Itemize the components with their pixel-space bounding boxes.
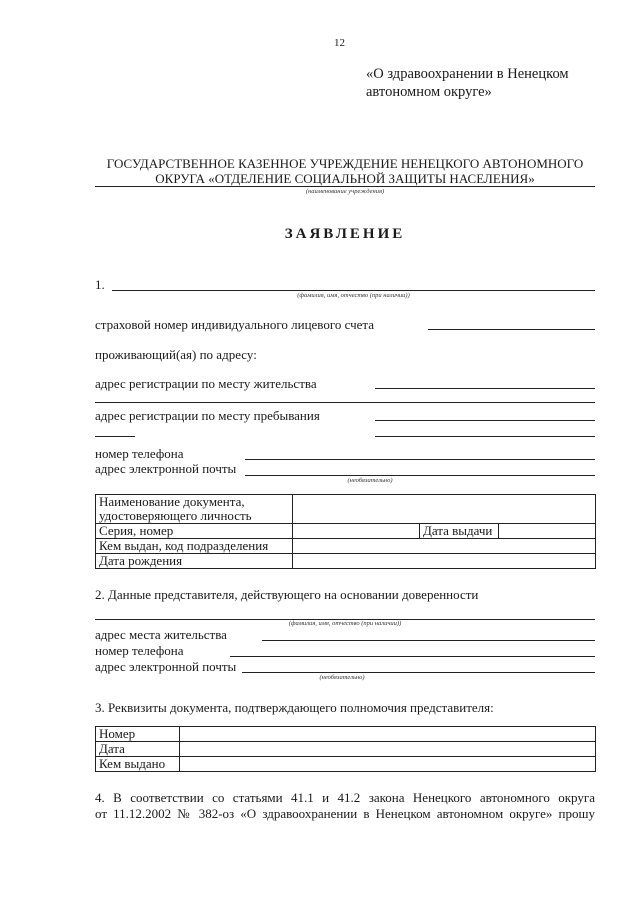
- rep-phone-field[interactable]: [230, 656, 595, 657]
- document-title: ЗАЯВЛЕНИЕ: [284, 226, 406, 242]
- reg-stay-label: адрес регистрации по месту пребывания: [95, 408, 320, 423]
- authority-number-value[interactable]: [180, 727, 596, 742]
- representative-name-caption: (фамилия, имя, отчество (при наличии)): [288, 620, 402, 627]
- authority-date-label: Дата: [96, 742, 180, 757]
- applicant-name-caption: (фамилия, имя, отчество (при наличии)): [297, 292, 410, 299]
- authority-date-value[interactable]: [180, 742, 596, 757]
- reg-stay-field-2[interactable]: [95, 436, 135, 437]
- page-number: 12: [334, 37, 345, 49]
- reg-stay-field-3[interactable]: [375, 436, 595, 437]
- authority-issued-by-value[interactable]: [180, 757, 596, 772]
- issued-by-label: Кем выдан, код подразделения: [96, 539, 293, 554]
- rep-email-label: адрес электронной почты: [95, 659, 237, 674]
- clause-4-line1: 4. В соответствии со статьями 41.1 и 41.2 закона Ненецкого автономного округа: [95, 790, 595, 805]
- institution-name-line2: ОКРУГА «ОТДЕЛЕНИЕ СОЦИАЛЬНОЙ ЗАЩИТЫ НАСЕЛЕНИЯ»: [155, 171, 535, 186]
- reg-residence-label: адрес регистрации по месту жительства: [95, 376, 317, 391]
- identity-document-table: [95, 494, 596, 569]
- birth-date-label: Дата рождения: [96, 554, 293, 569]
- phone-label: номер телефона: [95, 446, 184, 461]
- institution-caption: (наименование учреждения): [305, 188, 385, 195]
- institution-underline: [95, 186, 595, 187]
- birth-date-value[interactable]: [293, 554, 596, 569]
- doc-name-value[interactable]: [293, 495, 596, 524]
- authority-number-label: Номер: [96, 727, 180, 742]
- issued-by-value[interactable]: [293, 539, 596, 554]
- applicant-name-field[interactable]: [112, 290, 595, 291]
- doc-name-line1: Наименование документа,: [99, 494, 245, 509]
- header-reference-line2: автономном округе»: [366, 84, 492, 100]
- rep-address-field[interactable]: [262, 640, 595, 641]
- issue-date-value[interactable]: [499, 524, 596, 539]
- header-reference-line1: «О здравоохранении в Ненецком: [366, 66, 569, 82]
- clause-4-line2: от 11.12.2002 № 382-оз «О здравоохранении в Ненецком автономном округе» прошу: [95, 806, 595, 821]
- reg-residence-field[interactable]: [375, 388, 595, 389]
- section-1-number: 1.: [95, 277, 105, 292]
- email-field[interactable]: [245, 475, 595, 476]
- doc-name-line2: удостоверяющего личность: [99, 508, 252, 523]
- snils-label: страховой номер индивидуального лицевого счета: [95, 317, 375, 332]
- representative-heading: 2. Данные представителя, действующего на основании доверенности: [95, 587, 479, 602]
- email-optional-caption: (необязательно): [347, 477, 393, 484]
- email-label: адрес электронной почты: [95, 461, 237, 476]
- rep-phone-label: номер телефона: [95, 643, 184, 658]
- phone-field[interactable]: [245, 459, 595, 460]
- residing-label: проживающий(ая) по адресу:: [95, 347, 257, 362]
- rep-address-label: адрес места жительства: [95, 627, 227, 642]
- authority-heading: 3. Реквизиты документа, подтверждающего полномочия представителя:: [95, 700, 494, 715]
- series-value[interactable]: [293, 524, 420, 539]
- authority-issued-by-label: Кем выдано: [96, 757, 180, 772]
- authority-document-table: [95, 726, 596, 772]
- reg-stay-field[interactable]: [375, 420, 595, 421]
- rep-email-field[interactable]: [242, 672, 595, 673]
- reg-residence-field-2[interactable]: [95, 402, 595, 403]
- snils-field[interactable]: [428, 329, 595, 330]
- series-label: Серия, номер: [96, 524, 293, 539]
- rep-email-optional-caption: (необязательно): [319, 674, 365, 681]
- doc-name-cell: [96, 495, 293, 524]
- institution-name-line1: ГОСУДАРСТВЕННОЕ КАЗЕННОЕ УЧРЕЖДЕНИЕ НЕНЕЦКОГО АВТОНОМНОГО: [106, 156, 584, 171]
- issue-date-label: Дата выдачи: [420, 524, 499, 539]
